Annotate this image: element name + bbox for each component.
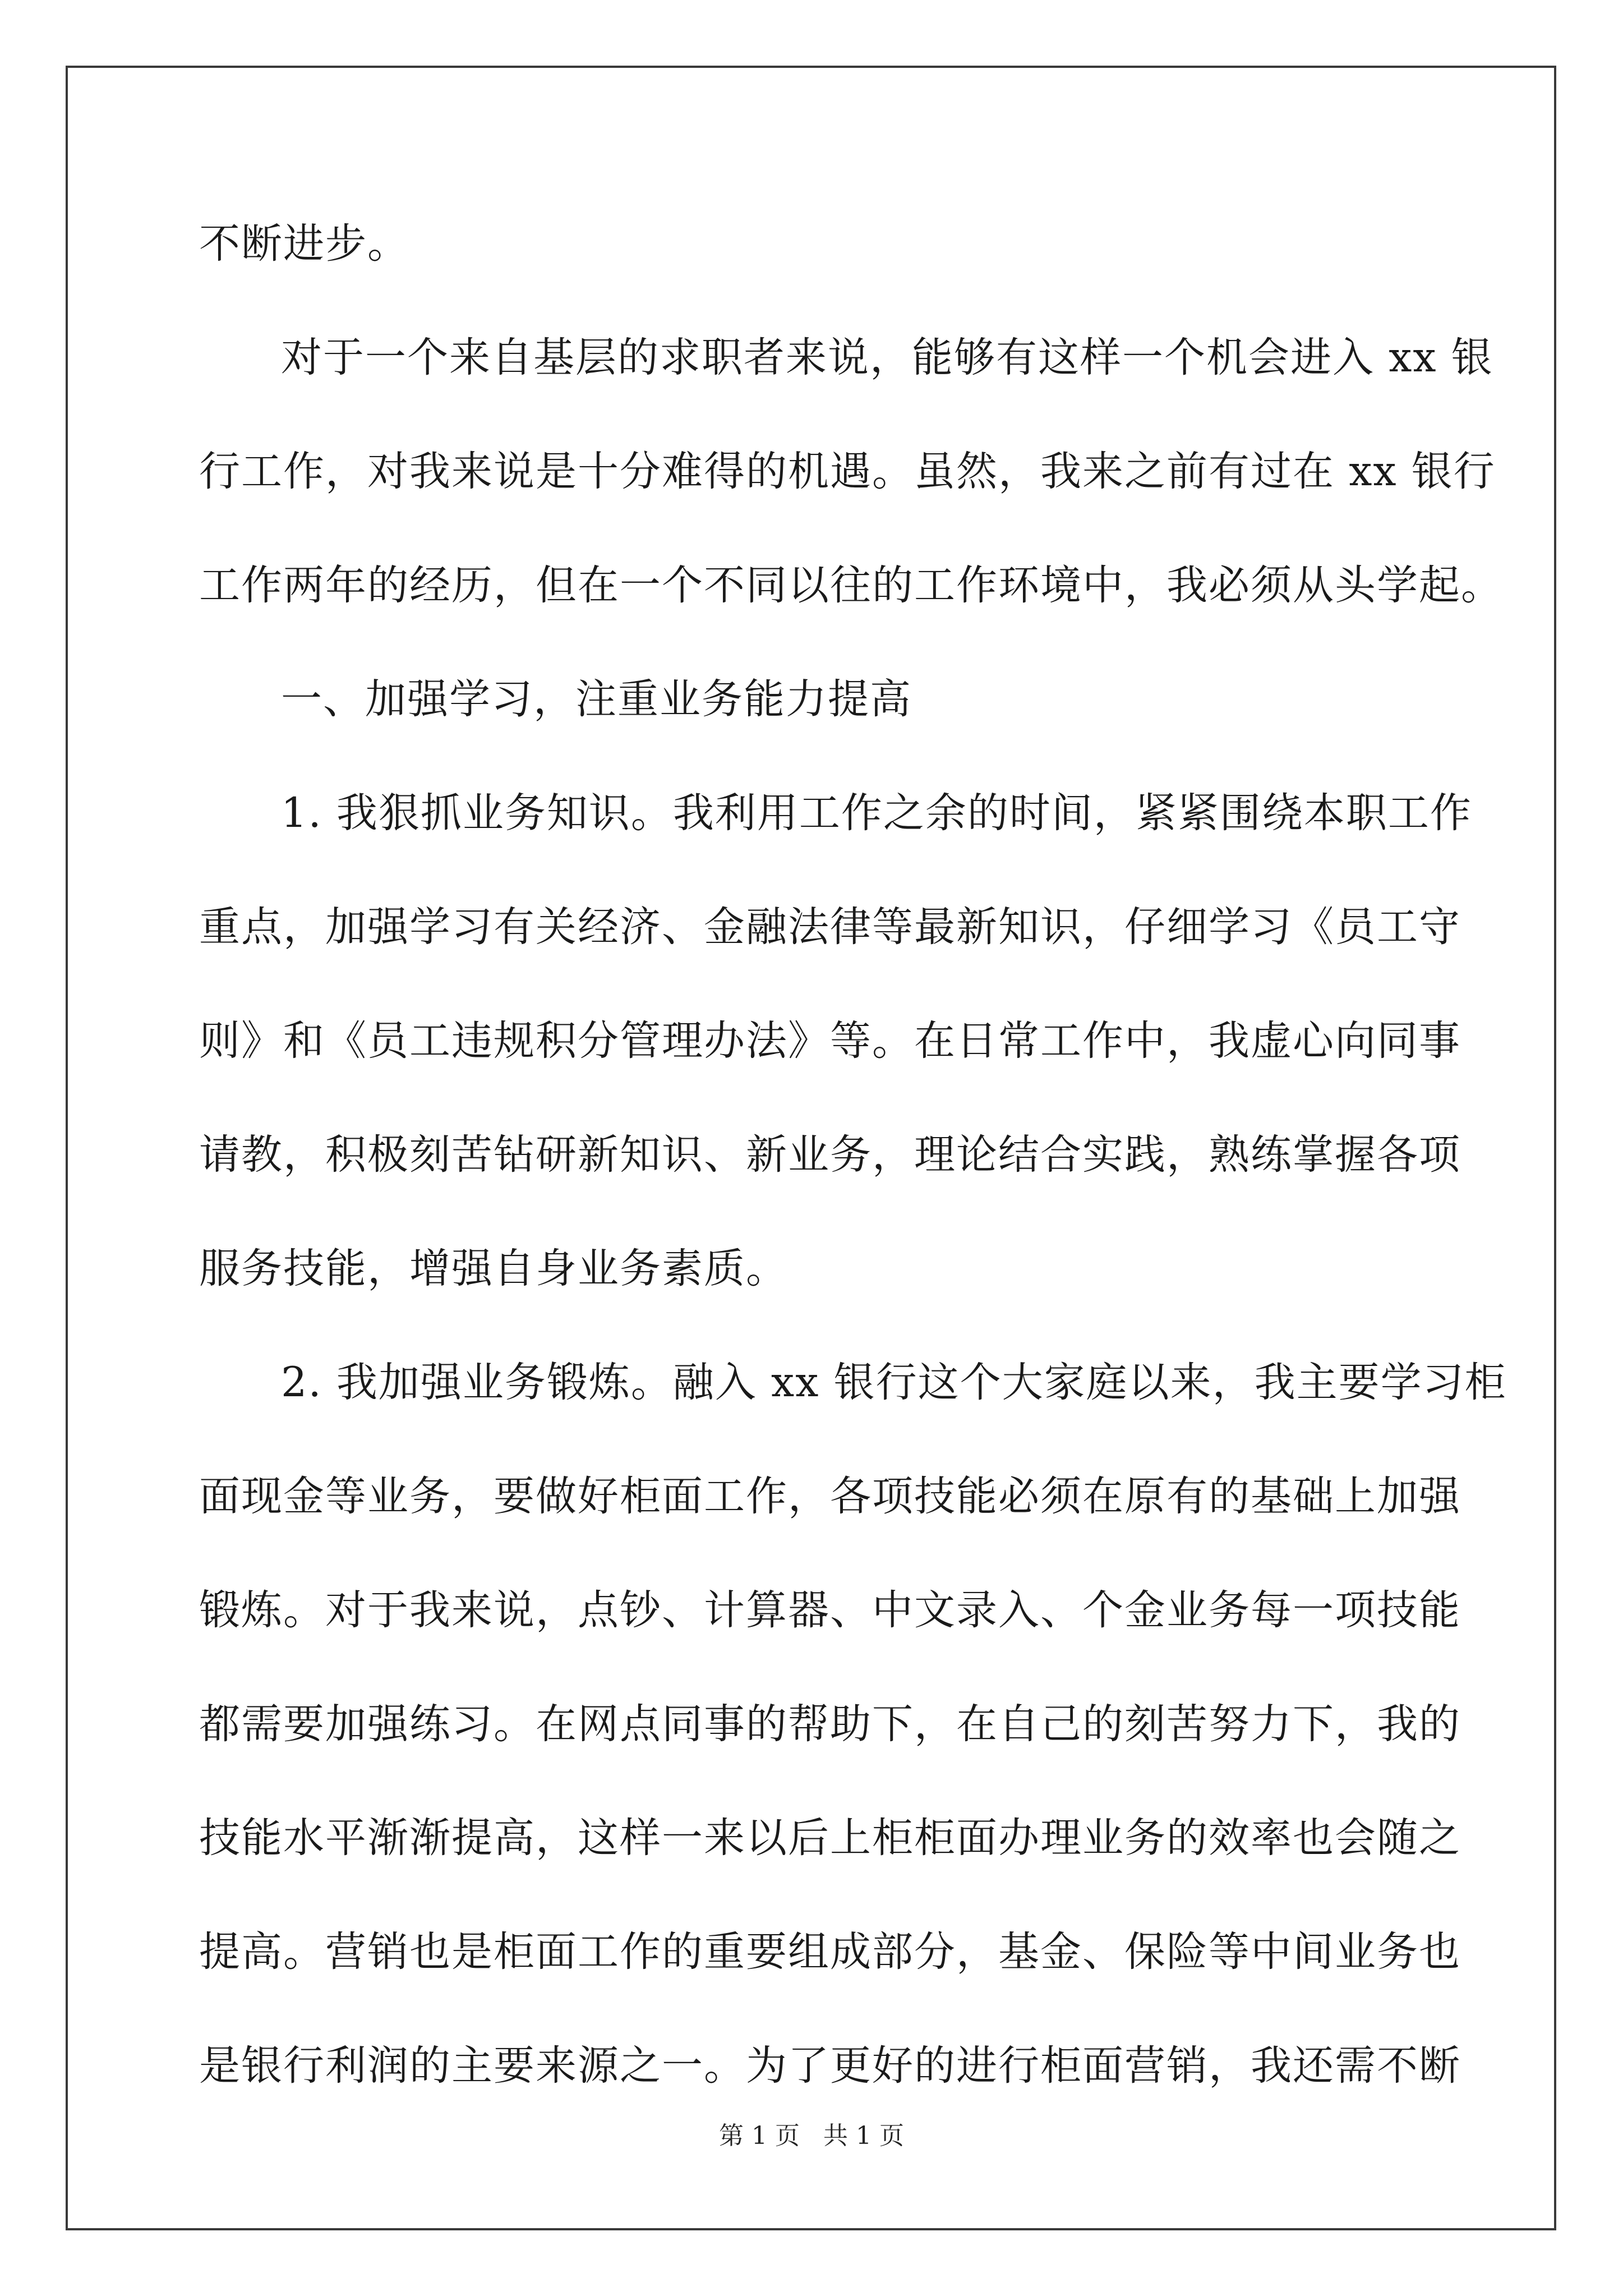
text-line: 面现金等业务，要做好柜面工作，各项技能必须在原有的基础上加强 [199,1473,1461,1520]
text-line: 工作两年的经历，但在一个不同以往的工作环境中，我必须从头学起。 [199,562,1503,609]
text-line: 技能水平渐渐提高，这样一来以后上柜柜面办理业务的效率也会随之 [199,1814,1461,1862]
page-footer [0,2119,1623,2153]
text-line: 则》和《员工违规积分管理办法》等。在日常工作中，我虚心向同事 [199,1017,1461,1065]
text-line: 2. 我加强业务锻炼。融入 xx 银行这个大家庭以来，我主要学习柜 [281,1359,1507,1406]
text-line: 1. 我狠抓业务知识。我利用工作之余的时间，紧紧围绕本职工作 [281,789,1472,837]
page-total: 共 1 页 [823,2122,904,2150]
text-line: 提高。营销也是柜面工作的重要组成部分，基金、保险等中间业务也 [199,1928,1461,1976]
text-line: 服务技能，增强自身业务素质。 [199,1245,788,1292]
text-line: 对于一个来自基层的求职者来说，能够有这样一个机会进入 xx 银 [281,334,1493,381]
text-line: 是银行利润的主要来源之一。为了更好的进行柜面营销，我还需不断 [199,2042,1461,2090]
text-line: 行工作，对我来说是十分难得的机遇。虽然，我来之前有过在 xx 银行 [199,448,1496,495]
page-number: 第 1 页 [719,2122,800,2150]
text-line: 都需要加强练习。在网点同事的帮助下，在自己的刻苦努力下，我的 [199,1700,1461,1748]
text-line: 不断进步。 [199,220,409,268]
text-line: 请教，积极刻苦钻研新知识、新业务，理论结合实践，熟练掌握各项 [199,1131,1461,1179]
text-line: 锻炼。对于我来说，点钞、计算器、中文录入、个金业务每一项技能 [199,1586,1461,1634]
section-heading: 一、加强学习，注重业务能力提高 [281,675,912,723]
text-line: 重点，加强学习有关经济、金融法律等最新知识，仔细学习《员工守 [199,903,1461,951]
